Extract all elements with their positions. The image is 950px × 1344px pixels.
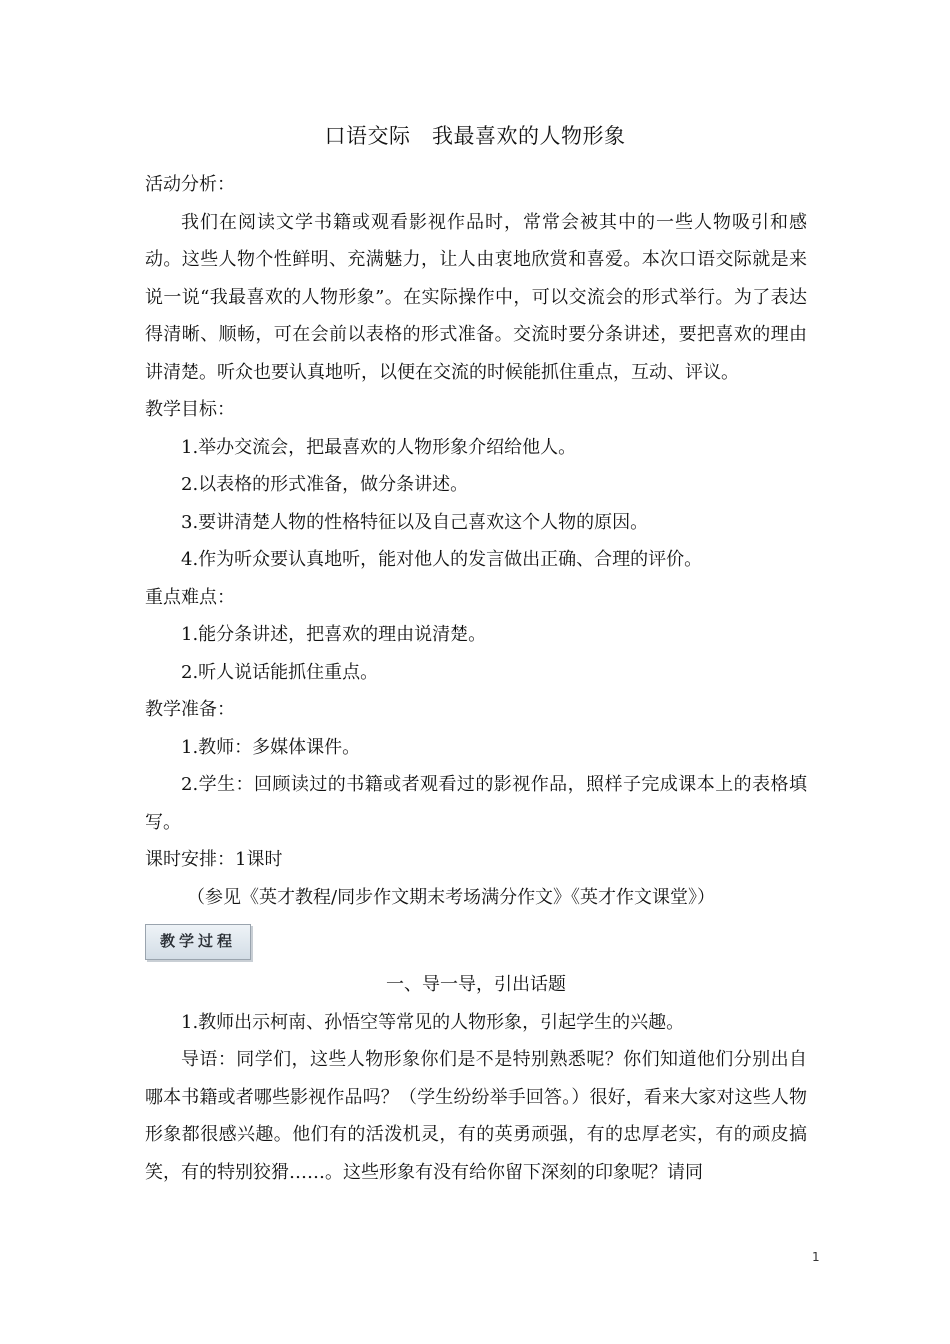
preparation-item: 1.教师：多媒体课件。 <box>181 736 361 758</box>
goal-item: 3.要讲清楚人物的性格特征以及自己喜欢这个人物的原因。 <box>181 511 649 533</box>
reference-note: （参见《英才教程/同步作文期末考场满分作文》《英才作文课堂》） <box>187 886 716 908</box>
page-title: 口语交际 我最喜欢的人物形象 <box>324 124 626 148</box>
page-number: 1 <box>812 1250 820 1264</box>
key-points-heading: 重点难点： <box>145 586 235 608</box>
schedule-line: 课时安排：1课时 <box>145 849 283 870</box>
process-badge-row <box>145 916 807 966</box>
key-point-item: 1.能分条讲述，把喜欢的理由说清楚。 <box>181 624 487 645</box>
goal-item: 2.以表格的形式准备，做分条讲述。 <box>181 474 469 495</box>
document-body <box>145 166 807 1191</box>
key-point-item: 2.听人说话能抓住重点。 <box>181 661 379 683</box>
preparation-item: 2.学生：回顾读过的书籍或者观看过的影视作品，照样子完成课本上的表格填写。 <box>145 774 807 833</box>
teaching-process-badge: 教学过程 <box>145 924 251 960</box>
part1-heading: 一、导一导，引出话题 <box>386 974 566 995</box>
goal-item: 1.举办交流会，把最喜欢的人物形象介绍给他人。 <box>181 436 577 458</box>
goal-item: 4.作为听众要认真地听，能对他人的发言做出正确、合理的评价。 <box>181 549 703 570</box>
part1-intro-paragraph: 导语：同学们，这些人物形象你们是不是特别熟悉呢？你们知道他们分别出自哪本书籍或者哪些影视作品吗？（学生纷纷举手回答。）很好，看来大家对这些人物形象都很感兴趣。他们有的活泼机灵，有的英勇顽强，有的忠厚老实，有的顽皮搞笑，有的特别狡猾……。这些形象有没有给你留下深刻的印象呢？请同 <box>145 1049 807 1183</box>
goals-heading: 教学目标： <box>145 399 235 420</box>
analysis-heading: 活动分析： <box>145 174 235 195</box>
part1-item: 1.教师出示柯南、孙悟空等常见的人物形象，引起学生的兴趣。 <box>181 1011 685 1033</box>
analysis-paragraph: 我们在阅读文学书籍或观看影视作品时，常常会被其中的一些人物吸引和感动。这些人物个性鲜明、充满魅力，让人由衷地欣赏和喜爱。本次口语交际就是来说一说“我最喜欢的人物形象”。在实际操作中，可以交流会的形式举行。为了表达得清晰、顺畅，可在会前以表格的形式准备。交流时要分条讲述，要把喜欢的理由讲清楚。听众也要认真地听，以便在交流的时候能抓住重点，互动、评议。 <box>145 211 807 383</box>
preparation-heading: 教学准备： <box>145 699 235 720</box>
